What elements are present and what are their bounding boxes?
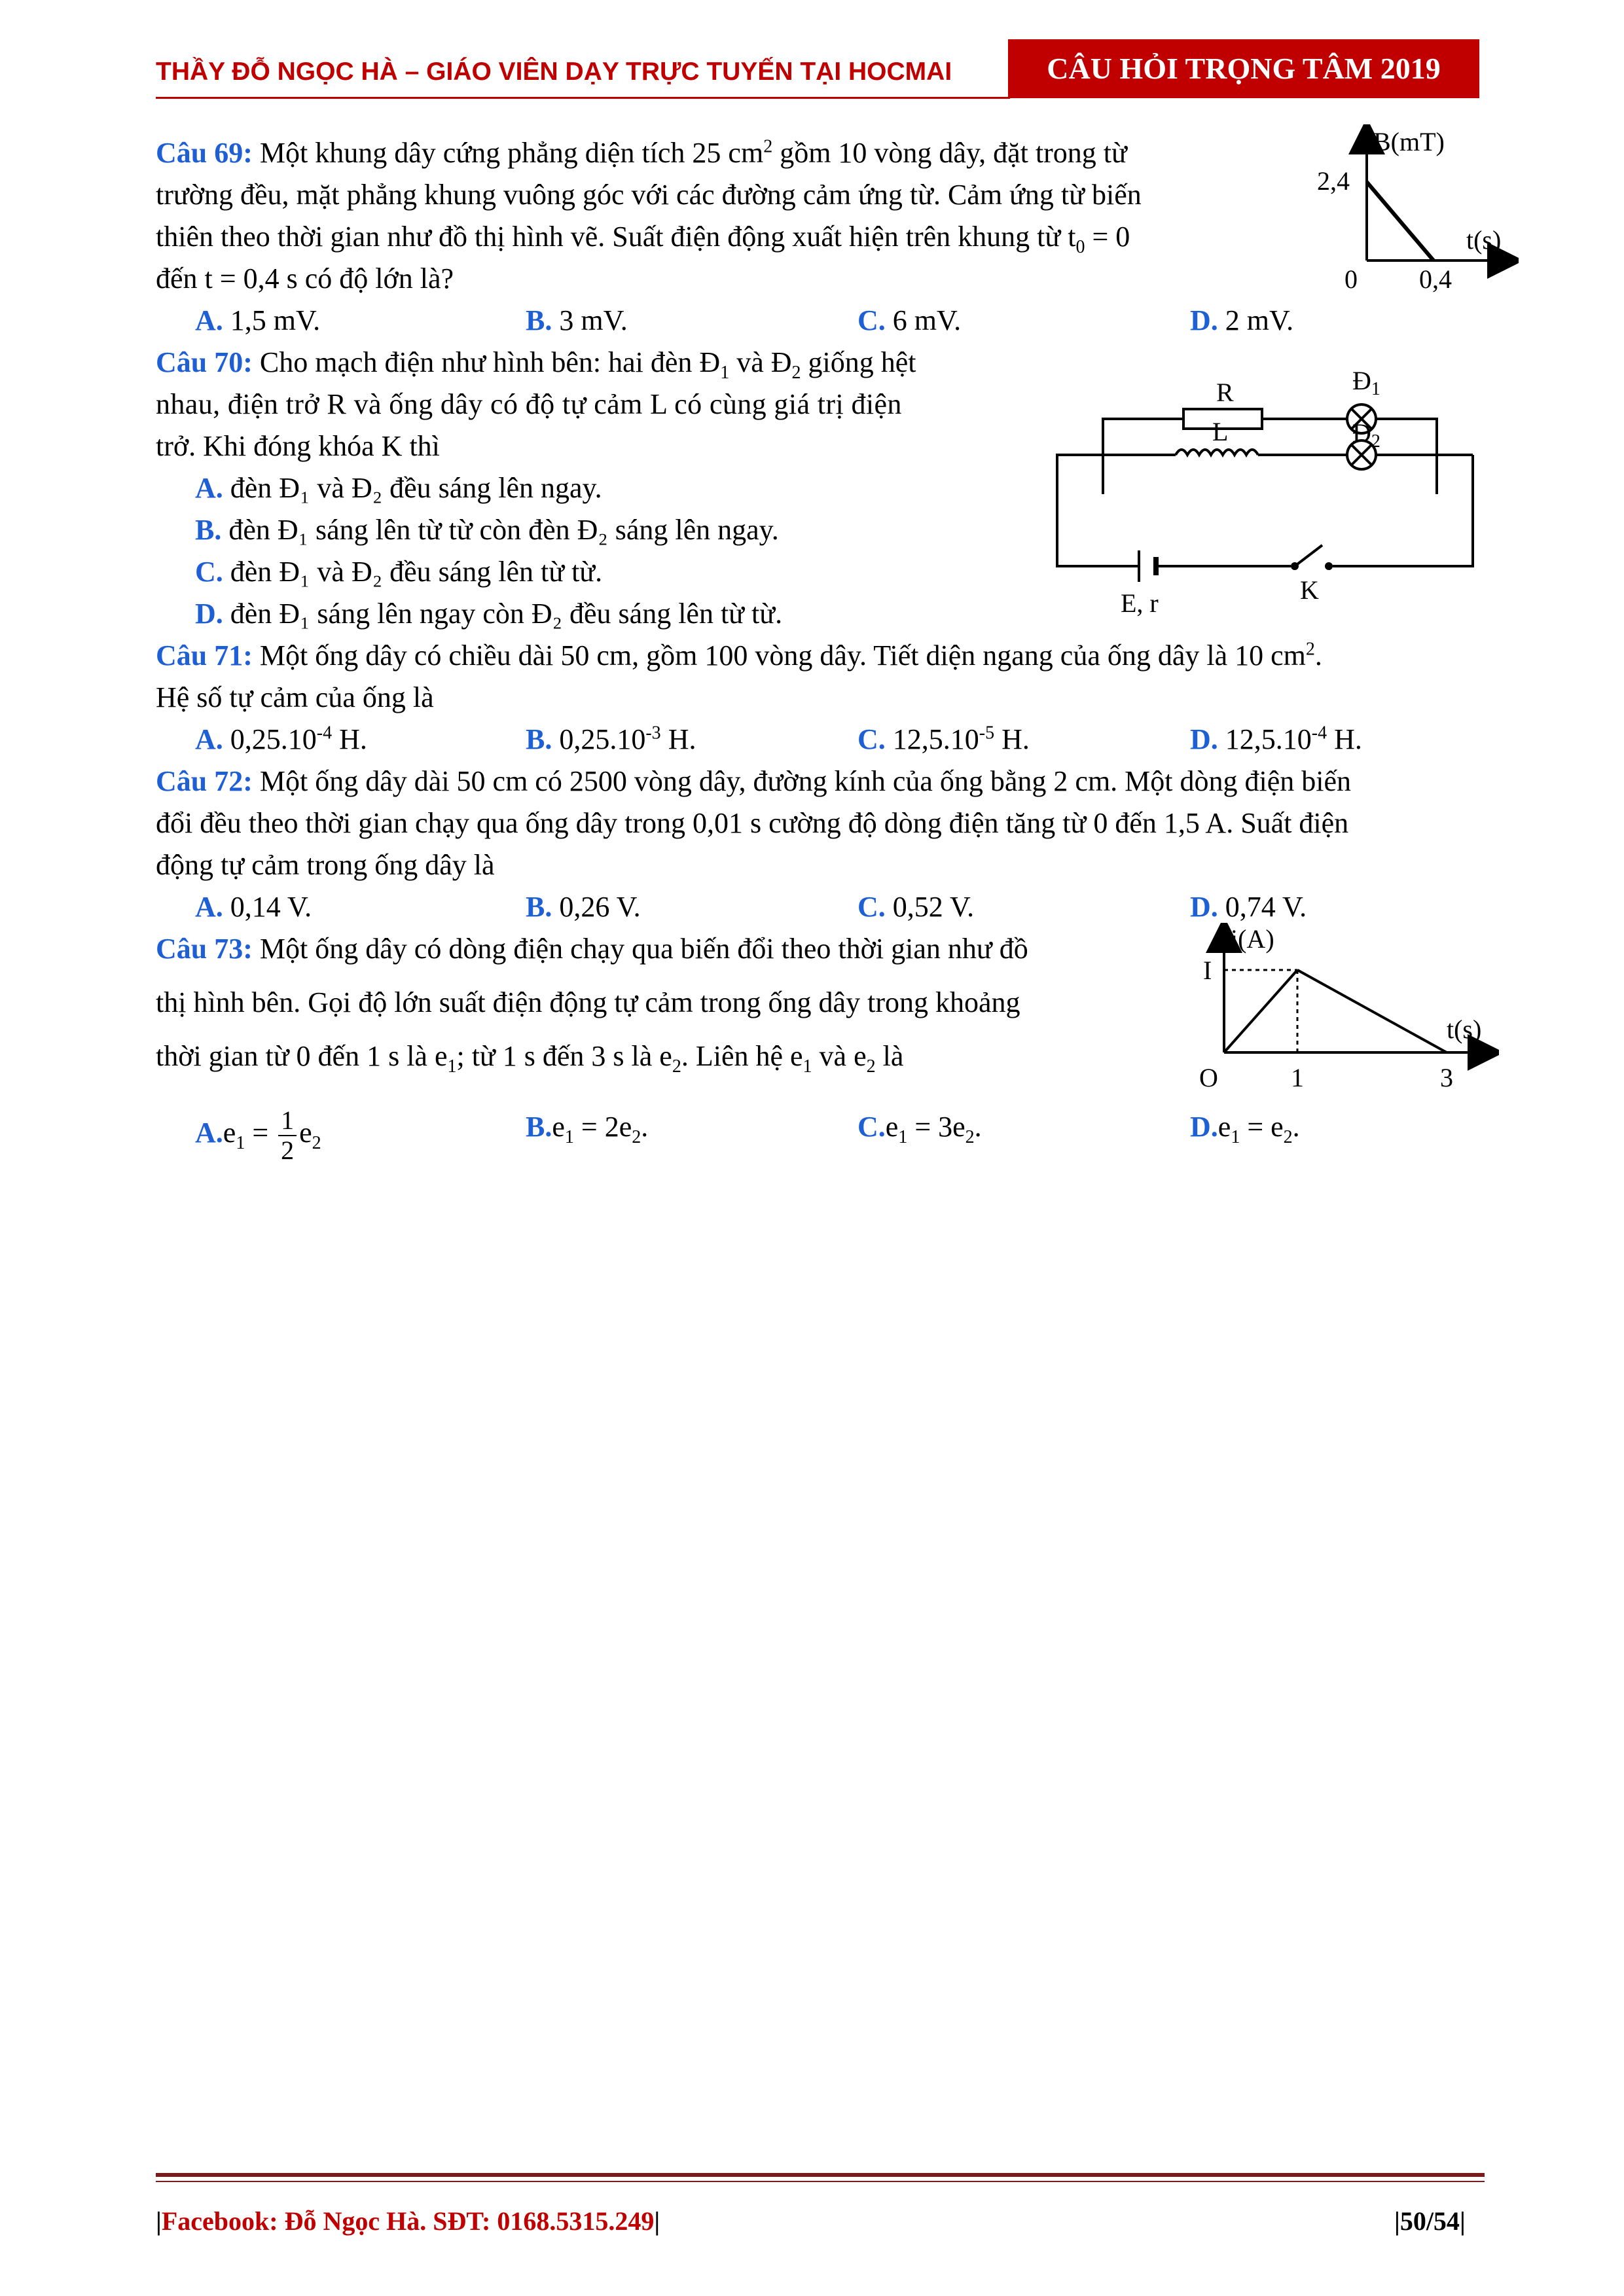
header-title: THẦY ĐỖ NGỌC HÀ – GIÁO VIÊN DẠY TRỰC TUYẾN TẠI HOCMAI: [156, 58, 952, 86]
q72-line1: Câu 72: Một ống dây dài 50 cm có 2500 vòng dây, đường kính của ống bằng 2 cm. Một dòng điện biến: [156, 765, 1352, 797]
q70-option-a: A. đèn Đ₁ và Đ₂ đều sáng lên ngay.: [195, 472, 602, 504]
q69-graph: [1309, 124, 1519, 301]
q69-line3: thiên theo thời gian như đồ thị hình vẽ. Suất điện động xuất hiện trên khung từ $t_0 = 0$: [156, 221, 1130, 257]
q69-xlabel: t(s): [1466, 225, 1502, 255]
q73-ytick: I: [1203, 956, 1212, 985]
q69-xtick: 0,4: [1419, 264, 1452, 294]
q70-line1: Câu 70: Cho mạch điện như hình bên: hai đèn $Đ_1$ và $Đ_2$ giống hệt: [156, 346, 916, 383]
q70-circuit: [1041, 357, 1512, 619]
q71-option-a: A. $0,25.10^{-4}$ H.: [195, 723, 367, 755]
q69-option-b: B. 3 mV.: [526, 304, 628, 336]
header-badge: CÂU HỎI TRỌNG TÂM 2019: [1008, 39, 1479, 98]
q70-option-b: B. đèn Đ₁ sáng lên từ từ còn đèn Đ₂ sáng lên ngay.: [195, 514, 779, 546]
q73-option-a: $A.e_1$ = $\frac{1}{2}$ $e_2$: [195, 1105, 321, 1165]
footer-rule: [156, 2173, 1485, 2177]
q73-ylabel: i(A): [1231, 924, 1274, 954]
q69-line4: đến t = 0,4 s có độ lớn là?: [156, 262, 454, 295]
inductor-l: [1176, 446, 1258, 464]
q69-origin: 0: [1344, 264, 1358, 294]
q73-xtick-3: 3: [1440, 1063, 1453, 1092]
q73-graph: [1198, 923, 1499, 1100]
q71-label: Câu 71:: [156, 639, 253, 672]
q69-ytick: 2,4: [1317, 166, 1350, 196]
label-r: R: [1216, 378, 1234, 407]
q73-option-c: $C.e_1 = 3e_2$.: [857, 1111, 982, 1147]
q71-line1: Câu 71: Một ống dây có chiều dài 50 cm, gồm 100 vòng dây. Tiết diện ngang của ống dây là 10 $cm^2$.: [156, 639, 1322, 672]
q69-line1: Câu 69: Một khung dây cứng phẳng diện tích 25 $cm^2$ gồm 10 vòng dây, đặt trong từ: [156, 136, 1127, 169]
q69-label: Câu 69:: [156, 137, 253, 169]
label-d2: $Đ_2$: [1352, 418, 1380, 452]
q69-option-c: C. 6 mV.: [857, 304, 962, 336]
header-divider: [156, 97, 1010, 99]
q73-option-d: $D.e_1 = e_2$.: [1190, 1111, 1300, 1147]
q69-option-d: D. 2 mV.: [1190, 304, 1294, 336]
circuit-outer-loop: [1057, 455, 1473, 566]
fraction-one-half: $\frac{1}{2}$: [278, 1106, 297, 1165]
label-l: L: [1212, 417, 1229, 446]
q73-line2: thị hình bên. Gọi độ lớn suất điện động tự cảm trong ống dây trong khoảng: [156, 986, 1020, 1018]
q72-option-d: D. 0,74 V.: [1190, 891, 1307, 923]
q70-label: Câu 70:: [156, 346, 253, 378]
battery-source: [1139, 550, 1156, 582]
circuit-top-branch: [1103, 419, 1437, 494]
label-source: E, r: [1121, 588, 1159, 618]
q73-rising-segment: [1224, 970, 1297, 1052]
label-d1: $Đ_1$: [1352, 366, 1380, 399]
q73-line1: Câu 73: Một ống dây có dòng điện chạy qua biến đổi theo thời gian như đồ: [156, 933, 1028, 965]
q72-line2: đổi đều theo thời gian chạy qua ống dây trong 0,01 s cường độ dòng điện tăng từ 0 đến 1,5 A. Suất điện: [156, 807, 1349, 839]
q70-line3: trở. Khi đóng khóa K thì: [156, 430, 440, 462]
q73-line3: thời gian từ 0 đến 1 s là $e_1$; từ 1 s đến 3 s là $e_2$. Liên hệ $e_1$ và $e_2$ là: [156, 1040, 904, 1077]
q70-line2: nhau, điện trở R và ống dây có độ tự cảm L có cùng giá trị điện: [156, 388, 902, 420]
q71-line2: Hệ số tự cảm của ống là: [156, 681, 434, 713]
q72-label: Câu 72:: [156, 765, 253, 797]
q73-xtick-1: 1: [1291, 1063, 1304, 1092]
q71-option-b: B. $0,25.10^{-3}$ H.: [526, 723, 696, 755]
q72-option-a: A. 0,14 V.: [195, 891, 312, 923]
switch-k[interactable]: [1291, 545, 1333, 573]
label-k: K: [1300, 575, 1319, 605]
q71-option-d: D. $12,5.10^{-4}$ H.: [1190, 723, 1362, 755]
q73-xlabel: t(s): [1447, 1014, 1482, 1044]
q72-line3: động tự cảm trong ống dây là: [156, 849, 495, 881]
q70-option-d: D. đèn Đ₁ sáng lên ngay còn Đ₂ đều sáng lên từ từ.: [195, 598, 783, 630]
q69-line2: trường đều, mặt phẳng khung vuông góc với các đường cảm ứng từ. Cảm ứng từ biến: [156, 179, 1142, 211]
q72-option-c: C. 0,52 V.: [857, 891, 975, 923]
q69-option-a: A. 1,5 mV.: [195, 304, 321, 336]
q70-option-c: C. đèn Đ₁ và Đ₂ đều sáng lên từ từ.: [195, 556, 603, 588]
q73-label: Câu 73:: [156, 933, 253, 965]
q71-option-c: C. $12,5.10^{-5}$ H.: [857, 723, 1030, 755]
footer-contact: |Facebook: Đỗ Ngọc Hà. SĐT: 0168.5315.249|: [156, 2206, 660, 2236]
q69-b-line: [1367, 182, 1434, 260]
q73-option-b: $B.e_1 = 2e_2$.: [526, 1111, 649, 1147]
q72-option-b: B. 0,26 V.: [526, 891, 641, 923]
q73-origin: O: [1199, 1063, 1218, 1092]
page-number: |50/54|: [1394, 2206, 1466, 2236]
q73-falling-segment: [1297, 970, 1447, 1052]
q69-ylabel: B(mT): [1373, 127, 1445, 156]
footer-rule-thin: [156, 2181, 1485, 2182]
